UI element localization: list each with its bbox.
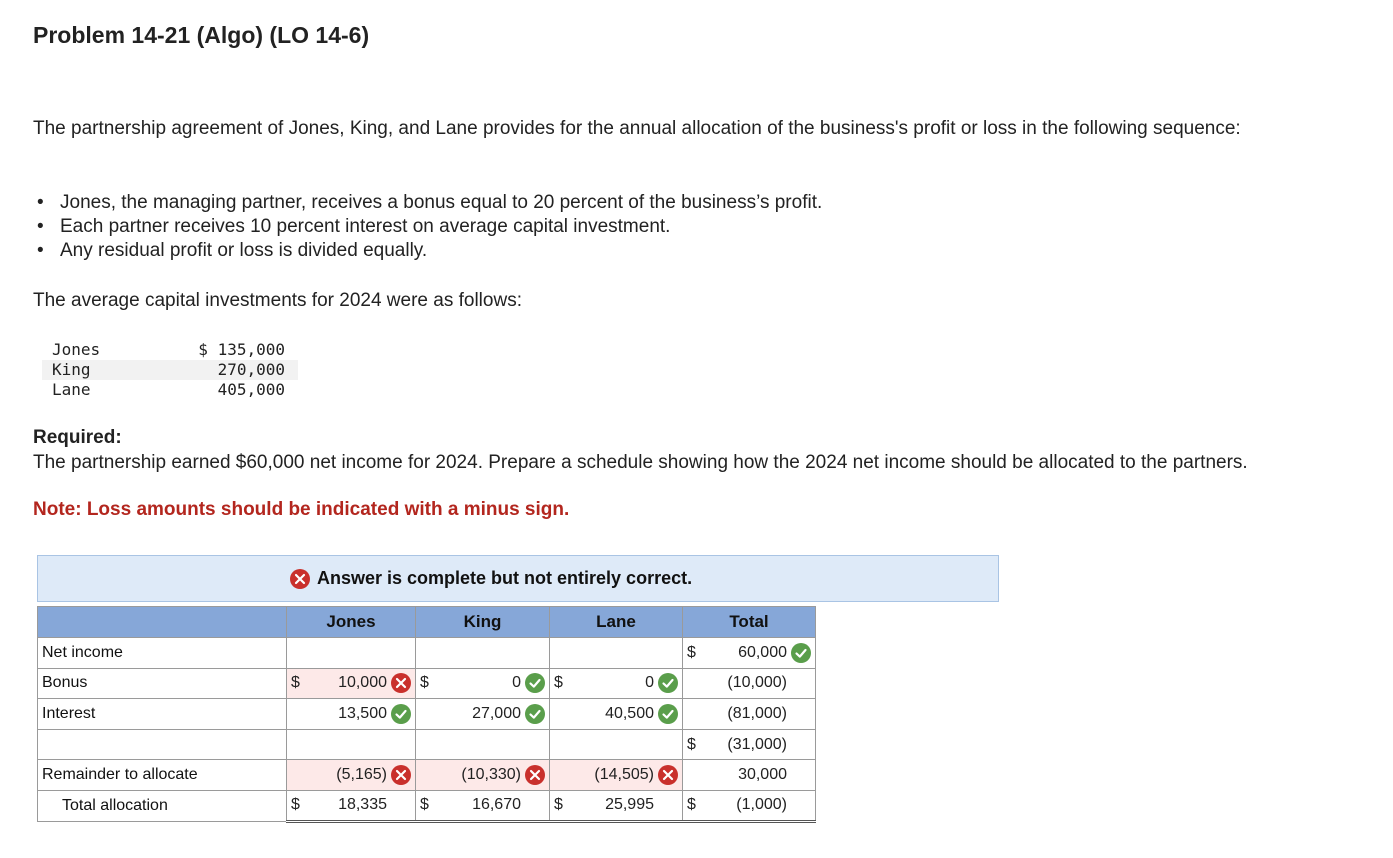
amount-value[interactable]: 18,335 (338, 796, 387, 814)
check-icon (658, 704, 678, 724)
header-lane: Lane (550, 607, 683, 638)
jones-cell[interactable] (287, 729, 416, 760)
capital-amount: 270,000 (146, 360, 298, 380)
table-row (42, 360, 298, 380)
page-title: Problem 14-21 (Algo) (LO 14-6) (33, 22, 370, 48)
dollar-sign: $ (687, 796, 696, 814)
lane-cell[interactable] (550, 790, 683, 821)
check-icon (658, 673, 678, 693)
row-label: Interest (38, 699, 287, 730)
table-row (38, 790, 816, 821)
lane-cell[interactable] (550, 699, 683, 730)
row-label: Bonus (38, 668, 287, 699)
header-jones: Jones (287, 607, 416, 638)
banner-text: Answer is complete but not entirely correct. (317, 568, 693, 588)
row-label (38, 729, 287, 760)
amount-value[interactable]: (81,000) (727, 704, 787, 722)
amount-value[interactable]: (10,330) (461, 766, 521, 784)
total-cell[interactable] (683, 638, 816, 669)
capital-name: Lane (52, 380, 91, 399)
table-row (42, 380, 298, 400)
capital-name: King (42, 360, 146, 380)
king-cell[interactable] (416, 668, 550, 699)
king-cell[interactable] (416, 638, 550, 669)
dollar-sign: $ (420, 796, 429, 814)
dollar-sign: $ (291, 796, 300, 814)
dollar-sign: $ (687, 643, 696, 661)
table-header-row (38, 607, 816, 638)
capital-table (42, 340, 298, 400)
lane-cell[interactable] (550, 729, 683, 760)
king-cell[interactable] (416, 790, 550, 821)
note-text: Note: Loss amounts should be indicated with a minus sign. (33, 499, 570, 520)
lane-cell[interactable] (550, 760, 683, 791)
dollar-sign: $ (554, 796, 563, 814)
lane-cell[interactable] (550, 638, 683, 669)
allocation-schedule-table (37, 606, 816, 823)
intro-paragraph: The partnership agreement of Jones, King, and Lane provides for the annual allocation of the business's profit or loss in the following sequence: (33, 118, 1241, 139)
row-label: Total allocation (38, 790, 287, 821)
x-icon (290, 569, 310, 589)
amount-value[interactable]: 10,000 (338, 674, 387, 692)
row-label: Remainder to allocate (38, 760, 287, 791)
header-label (38, 607, 287, 638)
amount-value[interactable]: 30,000 (738, 766, 787, 784)
capital-name: Jones (52, 340, 101, 359)
amount-value[interactable]: 13,500 (338, 704, 387, 722)
row-label: Net income (38, 638, 287, 669)
capital-amount: 405,000 (217, 380, 285, 399)
x-icon (391, 673, 411, 693)
header-king: King (416, 607, 550, 638)
dollar-sign: $ (687, 735, 696, 753)
amount-value[interactable]: 0 (512, 674, 521, 692)
amount-value[interactable]: 60,000 (738, 643, 787, 661)
amount-value[interactable]: 25,995 (605, 796, 654, 814)
amount-value[interactable]: 40,500 (605, 704, 654, 722)
jones-cell[interactable] (287, 699, 416, 730)
total-cell[interactable] (683, 668, 816, 699)
jones-cell[interactable] (287, 760, 416, 791)
table-row (38, 699, 816, 730)
king-cell[interactable] (416, 729, 550, 760)
required-heading: Required: (33, 427, 122, 448)
capital-amount: $ 135,000 (198, 340, 285, 359)
table-row (42, 340, 298, 360)
check-icon (791, 643, 811, 663)
total-cell[interactable] (683, 729, 816, 760)
check-icon (525, 673, 545, 693)
amount-value[interactable]: (31,000) (727, 735, 787, 753)
list-item: • Jones, the managing partner, receives a bonus equal to 20 percent of the business’s profit. (33, 191, 822, 215)
amount-value[interactable]: (1,000) (736, 796, 787, 814)
header-total: Total (683, 607, 816, 638)
jones-cell[interactable] (287, 638, 416, 669)
x-icon (525, 765, 545, 785)
table-row (38, 638, 816, 669)
amount-value[interactable]: (10,000) (727, 674, 787, 692)
list-item: • Each partner receives 10 percent interest on average capital investment. (33, 215, 822, 239)
dollar-sign: $ (420, 674, 429, 692)
amount-value[interactable]: 0 (645, 674, 654, 692)
king-cell[interactable] (416, 760, 550, 791)
avg-capital-intro: The average capital investments for 2024 were as follows: (33, 290, 522, 311)
allocation-rules-list (33, 191, 822, 263)
list-item: • Any residual profit or loss is divided equally. (33, 239, 822, 263)
required-text: The partnership earned $60,000 net income for 2024. Prepare a schedule showing how the 2024 net income should be allocated to the partners. (33, 452, 1248, 473)
dollar-sign: $ (554, 674, 563, 692)
lane-cell[interactable] (550, 668, 683, 699)
total-cell[interactable] (683, 699, 816, 730)
check-icon (525, 704, 545, 724)
table-row (38, 729, 816, 760)
jones-cell[interactable] (287, 668, 416, 699)
x-icon (658, 765, 678, 785)
answer-status-banner (37, 555, 999, 602)
table-row (38, 668, 816, 699)
check-icon (391, 704, 411, 724)
total-cell[interactable] (683, 790, 816, 821)
x-icon (391, 765, 411, 785)
table-row (38, 760, 816, 791)
amount-value[interactable]: (5,165) (336, 766, 387, 784)
amount-value[interactable]: (14,505) (594, 766, 654, 784)
king-cell[interactable] (416, 699, 550, 730)
dollar-sign: $ (291, 674, 300, 692)
amount-value[interactable]: 27,000 (472, 704, 521, 722)
jones-cell[interactable] (287, 790, 416, 821)
amount-value[interactable]: 16,670 (472, 796, 521, 814)
total-cell[interactable] (683, 760, 816, 791)
